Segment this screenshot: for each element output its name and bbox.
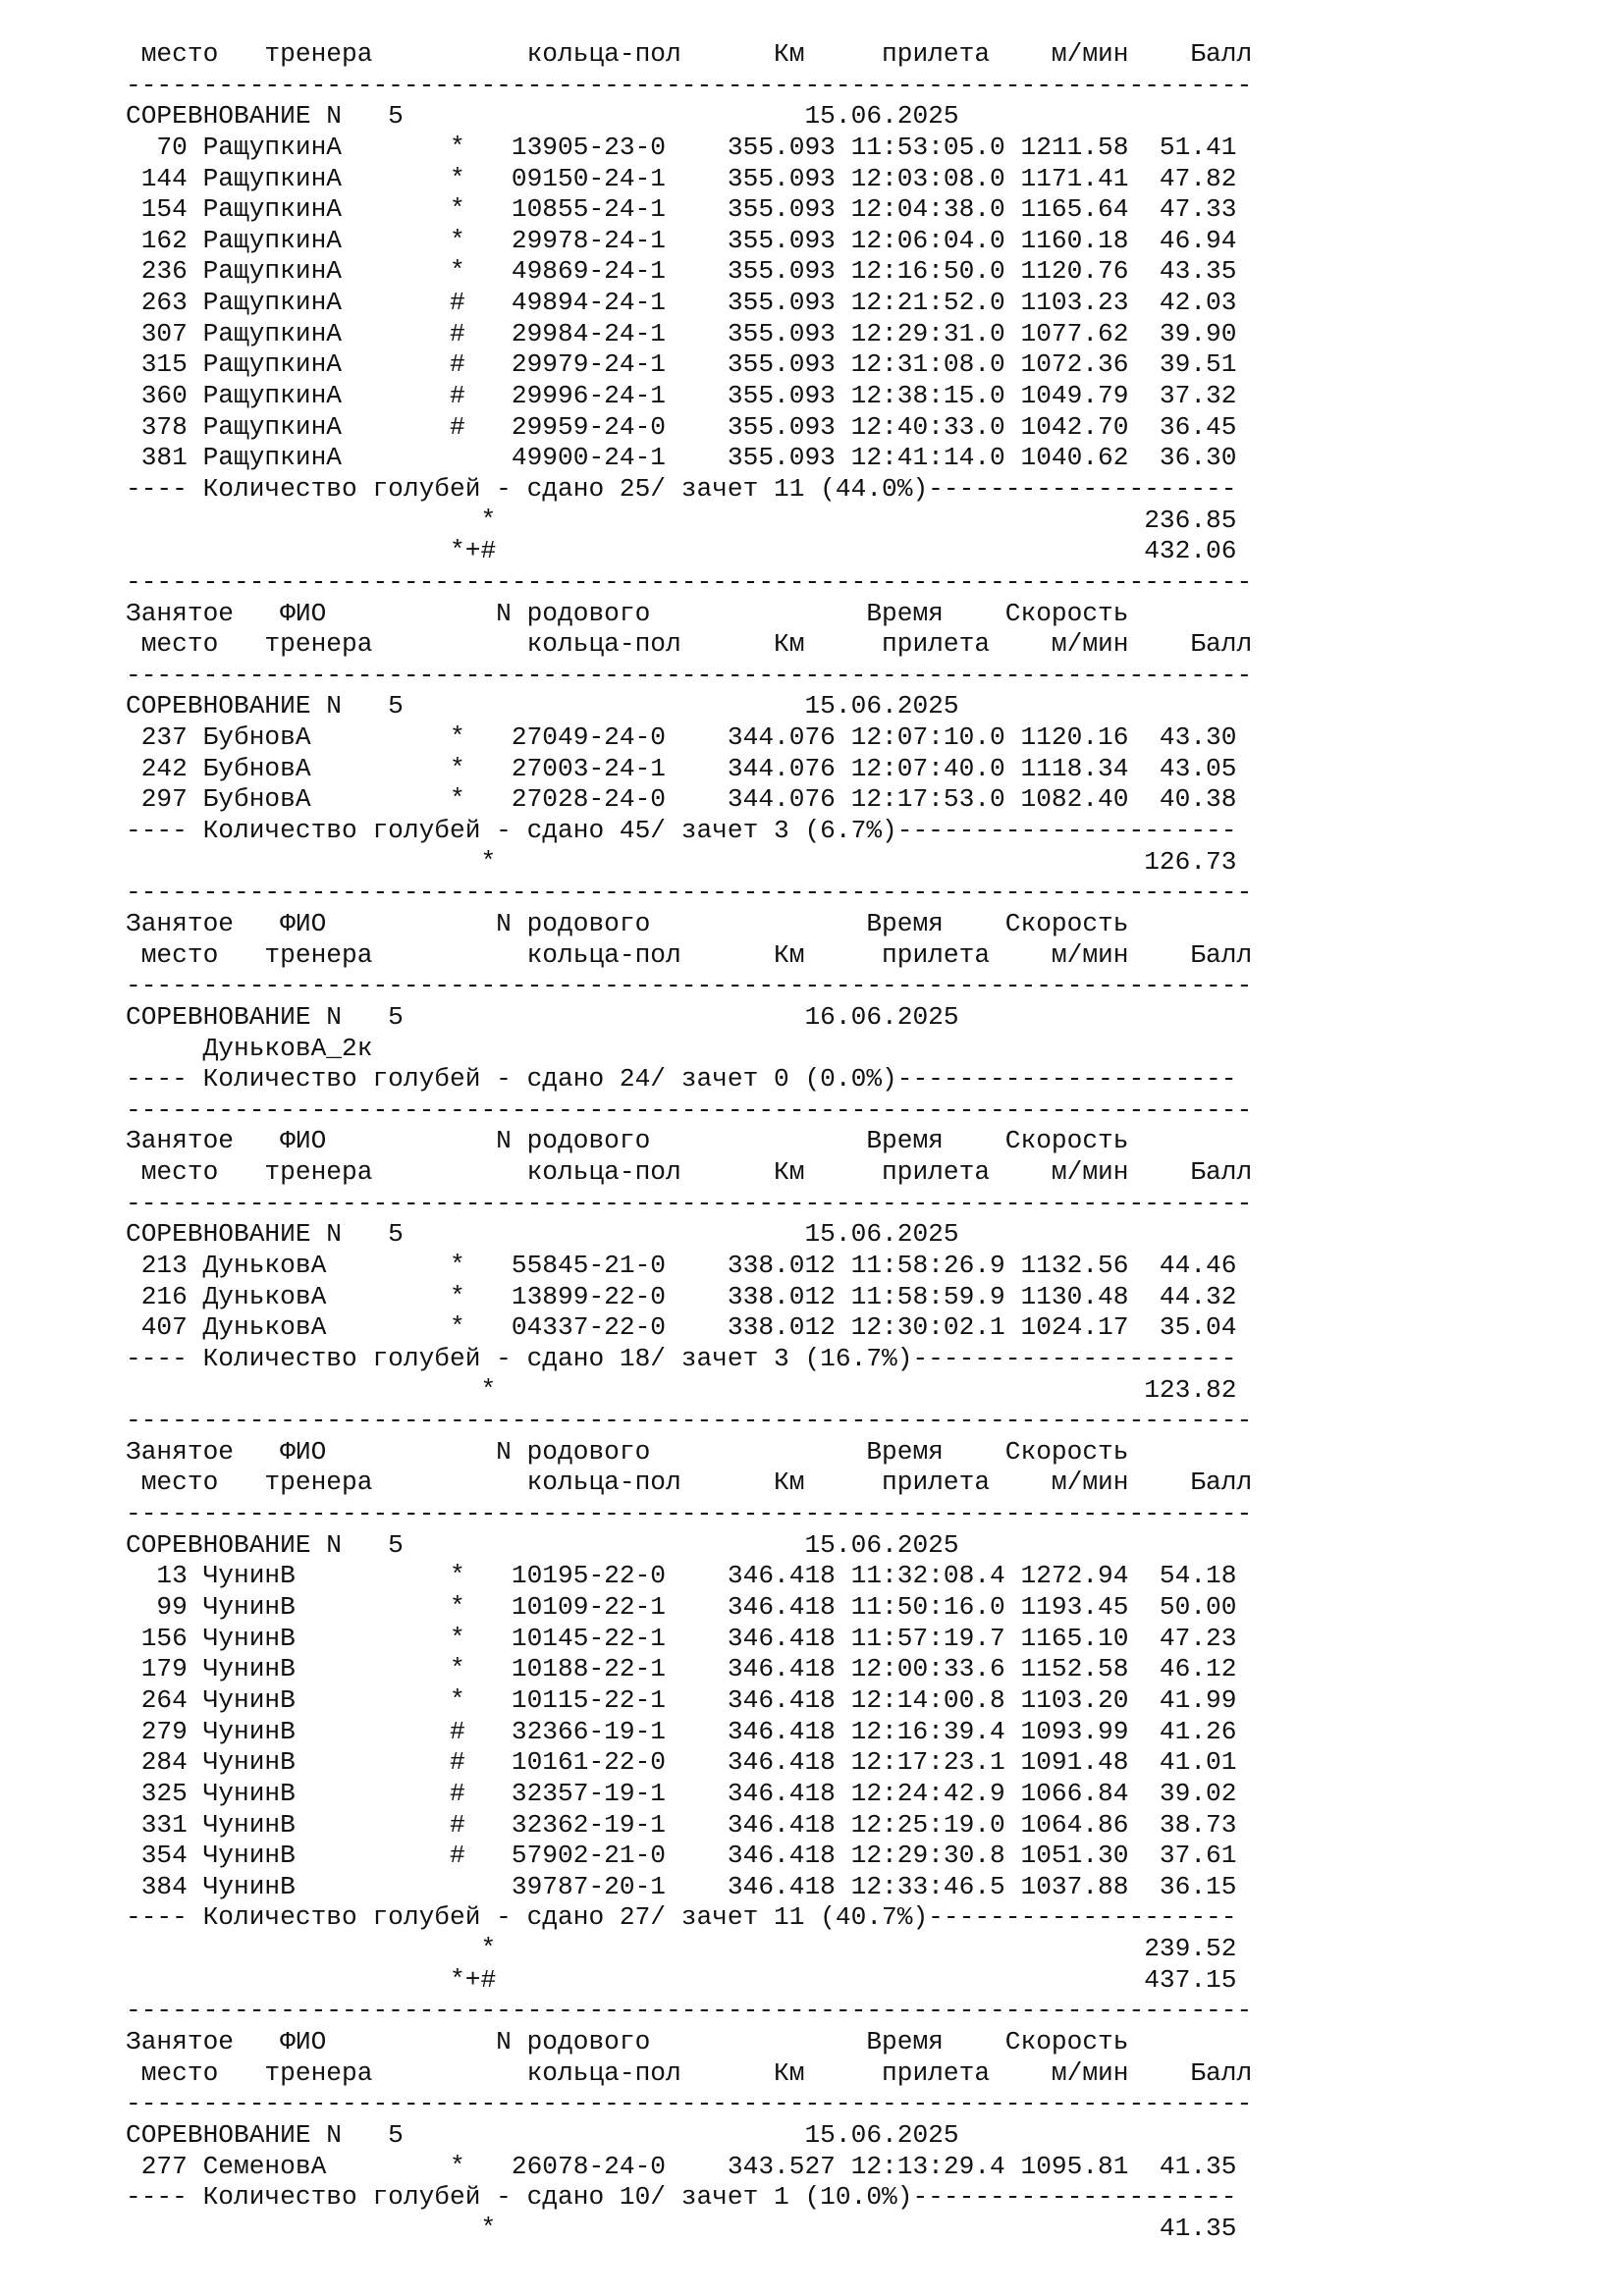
report-line: 315 РащупкинА # 29979-24-1 355.093 12:31:08.0 1072.36 39.51 <box>126 349 1237 380</box>
report-line: 154 РащупкинА * 10855-24-1 355.093 12:04:38.0 1165.64 47.33 <box>126 194 1237 225</box>
report-line: ------------------------------------------------------------------------- <box>126 2089 1253 2119</box>
report-line: СОРЕВНОВАНИЕ N 5 16.06.2025 <box>126 1001 959 1032</box>
report-line: 354 ЧунинВ # 57902-21-0 346.418 12:29:30.8 1051.30 37.61 <box>126 1841 1237 1871</box>
report-line: 70 РащупкинА * 13905-23-0 355.093 11:53:05.0 1211.58 51.41 <box>126 132 1237 162</box>
report-line: 277 СеменовА * 26078-24-0 343.527 12:13:29.4 1095.81 41.35 <box>126 2151 1237 2181</box>
report-line: 144 РащупкинА * 09150-24-1 355.093 12:03:08.0 1171.41 47.82 <box>126 163 1237 193</box>
report-line: Занятое ФИО N родового Время Скорость <box>126 908 1129 938</box>
report-line: ------------------------------------------------------------------------- <box>126 971 1253 1001</box>
report-line: ------------------------------------------------------------------------- <box>126 70 1253 100</box>
report-line: ---- Количество голубей - сдано 25/ зачет 11 (44.0%)-------------------- <box>126 473 1237 504</box>
report-line: Занятое ФИО N родового Время Скорость <box>126 598 1129 628</box>
report-line: 407 ДуньковА * 04337-22-0 338.012 12:30:02.1 1024.17 35.04 <box>126 1312 1237 1343</box>
report-line: * 126.73 <box>126 846 1237 877</box>
report-line: 325 ЧунинВ # 32357-19-1 346.418 12:24:42.9 1066.84 39.02 <box>126 1778 1237 1808</box>
report-line: место тренера кольца-пол Км прилета м/мин Балл <box>126 39 1253 69</box>
report-line: ------------------------------------------------------------------------- <box>126 566 1253 597</box>
report-line: место тренера кольца-пол Км прилета м/мин Балл <box>126 629 1253 660</box>
report-line: место тренера кольца-пол Км прилета м/мин Балл <box>126 2057 1253 2088</box>
report-line: место тренера кольца-пол Км прилета м/мин Балл <box>126 1157 1253 1188</box>
report-line: ---- Количество голубей - сдано 24/ зачет 0 (0.0%)---------------------- <box>126 1064 1237 1095</box>
report-line: * 236.85 <box>126 505 1237 535</box>
report-line: Занятое ФИО N родового Время Скорость <box>126 2027 1129 2056</box>
report-line: 360 РащупкинА # 29996-24-1 355.093 12:38:15.0 1049.79 37.32 <box>126 381 1237 411</box>
report-line: СОРЕВНОВАНИЕ N 5 15.06.2025 <box>126 1529 959 1560</box>
report-line: 237 БубновА * 27049-24-0 344.076 12:07:10.0 1120.16 43.30 <box>126 722 1237 753</box>
report-line: СОРЕВНОВАНИЕ N 5 15.06.2025 <box>126 101 959 132</box>
report-line: Занятое ФИО N родового Время Скорость <box>126 1126 1129 1156</box>
report-line: 307 РащупкинА # 29984-24-1 355.093 12:29:31.0 1077.62 39.90 <box>126 318 1237 348</box>
report-line: 264 ЧунинВ * 10115-22-1 346.418 12:14:00.8 1103.20 41.99 <box>126 1684 1237 1715</box>
report-line: 236 РащупкинА * 49869-24-1 355.093 12:16:50.0 1120.76 43.35 <box>126 256 1237 287</box>
report-line: ------------------------------------------------------------------------- <box>126 1406 1253 1436</box>
report-line: ---- Количество голубей - сдано 27/ зачет 11 (40.7%)-------------------- <box>126 1902 1237 1933</box>
report-line: *+# 432.06 <box>126 536 1237 566</box>
report-line: Занятое ФИО N родового Время Скорость <box>126 1436 1129 1467</box>
report-line: ------------------------------------------------------------------------- <box>126 1499 1253 1529</box>
report-line: 216 ДуньковА * 13899-22-0 338.012 11:58:59.9 1130.48 44.32 <box>126 1281 1237 1311</box>
report-line: СОРЕВНОВАНИЕ N 5 15.06.2025 <box>126 691 959 721</box>
report-line: 297 БубновА * 27028-24-0 344.076 12:17:53.0 1082.40 40.38 <box>126 784 1237 815</box>
report-line: 284 ЧунинВ # 10161-22-0 346.418 12:17:23.1 1091.48 41.01 <box>126 1747 1237 1778</box>
report-line: *+# 437.15 <box>126 1964 1237 1995</box>
report-line: 99 ЧунинВ * 10109-22-1 346.418 11:50:16.0 1193.45 50.00 <box>126 1592 1237 1623</box>
report-line: 279 ЧунинВ # 32366-19-1 346.418 12:16:39.4 1093.99 41.26 <box>126 1716 1237 1746</box>
report-line: СОРЕВНОВАНИЕ N 5 15.06.2025 <box>126 2119 959 2150</box>
report-line: * 123.82 <box>126 1374 1237 1405</box>
report-line: * 239.52 <box>126 1934 1237 1964</box>
report-line: ------------------------------------------------------------------------- <box>126 1188 1253 1218</box>
report-line: ------------------------------------------------------------------------- <box>126 878 1253 908</box>
report-line: ---- Количество голубей - сдано 45/ зачет 3 (6.7%)---------------------- <box>126 816 1237 846</box>
report-line: 331 ЧунинВ # 32362-19-1 346.418 12:25:19.0 1064.86 38.73 <box>126 1809 1237 1840</box>
report-line: 384 ЧунинВ 39787-20-1 346.418 12:33:46.5 1037.88 36.15 <box>126 1871 1237 1901</box>
report-line: ---- Количество голубей - сдано 18/ зачет 3 (16.7%)--------------------- <box>126 1343 1237 1373</box>
report-line: место тренера кольца-пол Км прилета м/мин Балл <box>126 1468 1253 1498</box>
results-printout <box>126 39 1618 2244</box>
report-line: 156 ЧунинВ * 10145-22-1 346.418 11:57:19.7 1165.10 47.23 <box>126 1623 1237 1653</box>
report-line: 381 РащупкинА 49900-24-1 355.093 12:41:14.0 1040.62 36.30 <box>126 443 1237 473</box>
report-line: место тренера кольца-пол Км прилета м/мин Балл <box>126 939 1253 970</box>
report-line: 162 РащупкинА * 29978-24-1 355.093 12:06:04.0 1160.18 46.94 <box>126 225 1237 255</box>
report-line: 242 БубновА * 27003-24-1 344.076 12:07:40.0 1118.34 43.05 <box>126 753 1237 783</box>
report-line: ДуньковА_2к <box>126 1033 373 1063</box>
report-line: 263 РащупкинА # 49894-24-1 355.093 12:21:52.0 1103.23 42.03 <box>126 288 1237 318</box>
report-line: * 41.35 <box>126 2213 1237 2243</box>
report-line: 213 ДуньковА * 55845-21-0 338.012 11:58:26.9 1132.56 44.46 <box>126 1250 1237 1280</box>
report-line: ------------------------------------------------------------------------- <box>126 1095 1253 1125</box>
report-line: ---- Количество голубей - сдано 10/ зачет 1 (10.0%)--------------------- <box>126 2182 1237 2213</box>
report-line: ------------------------------------------------------------------------- <box>126 1996 1253 2026</box>
report-line: 378 РащупкинА # 29959-24-0 355.093 12:40:33.0 1042.70 36.45 <box>126 411 1237 442</box>
report-line: 179 ЧунинВ * 10188-22-1 346.418 12:00:33.6 1152.58 46.12 <box>126 1654 1237 1684</box>
report-line: 13 ЧунинВ * 10195-22-0 346.418 11:32:08.4 1272.94 54.18 <box>126 1561 1237 1591</box>
report-line: СОРЕВНОВАНИЕ N 5 15.06.2025 <box>126 1219 959 1250</box>
report-line: ------------------------------------------------------------------------- <box>126 660 1253 690</box>
